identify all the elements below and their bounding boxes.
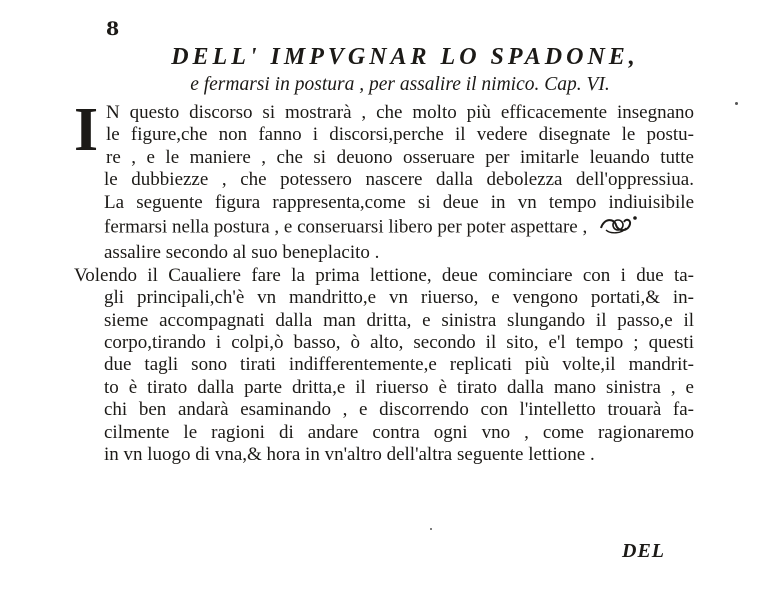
paper-speck bbox=[430, 528, 432, 530]
text-line: sieme accompagnati dalla man dritta, e sinistra slungando il passo,e il bbox=[104, 309, 694, 331]
text-line: chi ben andarà esaminando , e discorrendo con l'intelletto trouarà fa- bbox=[104, 399, 694, 421]
drop-cap: I bbox=[74, 96, 99, 164]
text-line-with-ornament bbox=[74, 214, 694, 242]
paragraph-2 bbox=[74, 265, 694, 467]
text-line: le figure,che non fanno i discorsi,perche il vedere disegnate le postu- bbox=[106, 124, 694, 146]
text-line: re , e le maniere , che si deuono osseruare per imitarle leuando tutte bbox=[106, 146, 694, 168]
text-line: assalire secondo al suo beneplacito . bbox=[104, 242, 380, 264]
text-line: in vn luogo di vna,& hora in vn'altro dell'altra seguente lettione . bbox=[104, 444, 595, 466]
text-line: fermarsi nella postura , e conseruarsi libero per poter aspettare , bbox=[104, 216, 588, 238]
paragraph-1 bbox=[74, 96, 694, 265]
page-number: 8 bbox=[106, 18, 120, 40]
text-line: cilmente le ragioni di andare contra ogni vno , come ragionaremo bbox=[104, 421, 694, 443]
text-line: to è tirato dalla parte dritta,e il riuerso è tirato dalla mano sinistra , e bbox=[104, 376, 694, 398]
text-line: gli principali,ch'è vn mandritto,e vn riuerso, e vengono portati,& in- bbox=[104, 287, 694, 309]
body-text bbox=[74, 96, 694, 467]
text-line: Volendo il Caualiere fare la prima lettione, deue cominciare con i due ta- bbox=[74, 264, 694, 286]
text-line: corpo,tirando i colpi,ò basso, ò alto, secondo il sito, e'l tempo ; questi bbox=[104, 332, 694, 354]
text-line: le dubbiezze , che potessero nascere dalla debolezza dell'oppressiua. bbox=[104, 169, 694, 191]
chapter-title: DELL' IMPVGNAR LO SPADONE, bbox=[171, 44, 639, 70]
text-line: La seguente figura rappresenta,come si deue in vn tempo indiuisibile bbox=[104, 191, 694, 213]
catchword: DEL bbox=[622, 540, 665, 562]
printers-flourish-icon bbox=[598, 214, 638, 242]
text-line: due tagli sono tirati indifferentemente,e replicati più volte,il mandrit- bbox=[104, 354, 694, 376]
text-line: N questo discorso si mostrarà , che molto più efficacemente insegnano bbox=[106, 102, 694, 123]
paper-speck bbox=[735, 102, 738, 105]
chapter-subtitle: e fermarsi in postura , per assalire il nimico. Cap. VI. bbox=[190, 74, 610, 95]
